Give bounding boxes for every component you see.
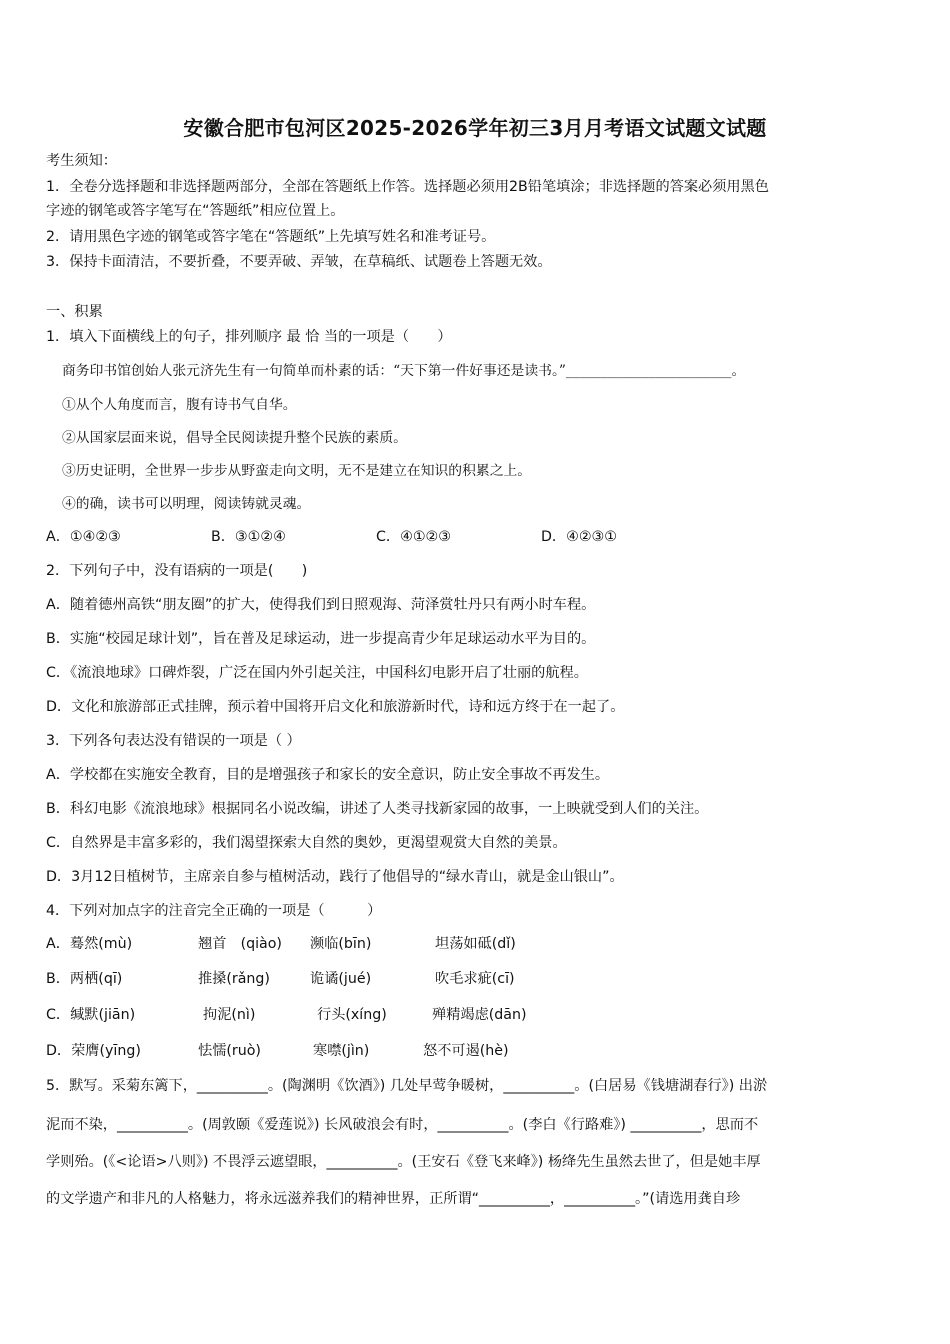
question-1-sentence: ②从国家层面来说，倡导全民阅读提升整个民族的素质。 bbox=[62, 430, 407, 446]
option-d[interactable]: D．3月12日植树节，主席亲自参与植树活动，践行了他倡导的“绿水青山，就是金山银山”。 bbox=[46, 869, 624, 885]
notice-item: 1．全卷分选择题和非选择题两部分，全部在答题纸上作答。选择题必须用2B铅笔填涂；非选择题的答案必须用黑色 bbox=[46, 179, 769, 195]
option-d[interactable]: D．文化和旅游部正式挂牌，预示着中国将开启文化和旅游新时代，诗和远方终于在一起了。 bbox=[46, 699, 625, 715]
question-1-stem: 1．填入下面横线上的句子，排列顺序 最 恰 当的一项是（ ） bbox=[46, 329, 452, 345]
option-c[interactable]: C．自然界是丰富多彩的，我们渴望探索大自然的奥妙，更渴望观赏大自然的美景。 bbox=[46, 835, 567, 851]
question-5-line: 泥而不染，__________。(周敦颐《爱莲说》) 长风破浪会有时，__________。(李白《行路难》) __________，思而不 bbox=[46, 1117, 759, 1133]
pinyin-item: 推搡(rǎng) bbox=[198, 971, 270, 987]
option-row[interactable] bbox=[46, 969, 515, 989]
option-a[interactable]: A．学校都在实施安全教育，目的是增强孩子和家长的安全意识，防止安全事故不再发生。 bbox=[46, 767, 610, 783]
pinyin-item: 翘首 (qiào) bbox=[198, 936, 282, 952]
pinyin-item: 拘泥(nì) bbox=[203, 1007, 256, 1023]
question-5-line: 5．默写。采菊东篱下，__________。(陶渊明《饮酒》) 几处早莺争暖树，__________。(白居易《钱塘湖春行》) 出淤 bbox=[46, 1078, 768, 1094]
pinyin-item: 濒临(bīn) bbox=[310, 936, 372, 952]
option-row[interactable] bbox=[46, 1005, 527, 1025]
pinyin-item: 吹毛求疵(cī) bbox=[435, 971, 515, 987]
option-row[interactable] bbox=[46, 1041, 509, 1061]
notice-heading: 考生须知： bbox=[46, 153, 117, 169]
option-b[interactable]: B．实施“校园足球计划”，旨在普及足球运动，进一步提高青少年足球运动水平为目的。 bbox=[46, 631, 596, 647]
option-a[interactable]: A．①④②③ bbox=[46, 529, 121, 545]
question-1-sentence: ③历史证明，全世界一步步从野蛮走向文明，无不是建立在知识的积累之上。 bbox=[62, 463, 532, 479]
pinyin-item: 行头(xíng) bbox=[317, 1007, 387, 1023]
question-1-options bbox=[46, 527, 617, 547]
notice-item: 字迹的钢笔或答字笔写在“答题纸”相应位置上。 bbox=[46, 203, 345, 219]
option-c[interactable]: C．④①②③ bbox=[376, 529, 451, 545]
question-1-passage: 商务印书馆创始人张元济先生有一句简单而朴素的话：“天下第一件好事还是读书。”________________________。 bbox=[62, 363, 746, 379]
question-1-sentence: ①从个人角度而言，腹有诗书气自华。 bbox=[62, 397, 297, 413]
option-a[interactable]: A．随着德州高铁“朋友圈”的扩大，使得我们到日照观海、菏泽赏牡丹只有两小时车程。 bbox=[46, 597, 596, 613]
option-c[interactable]: C．《流浪地球》口碑炸裂，广泛在国内外引起关注，中国科幻电影开启了壮丽的航程。 bbox=[46, 665, 588, 681]
pinyin-item: D．荣膺(yīng) bbox=[46, 1043, 141, 1059]
question-2-stem: 2．下列句子中，没有语病的一项是( ) bbox=[46, 563, 308, 579]
pinyin-item: A．蓦然(mù) bbox=[46, 936, 133, 952]
question-5-line: 的文学遗产和非凡的人格魅力，将永远滋养我们的精神世界，正所谓“__________，__________。”(请选用龚自珍 bbox=[46, 1191, 741, 1207]
pinyin-item: 坦荡如砥(dǐ) bbox=[435, 936, 516, 952]
pinyin-item: B．两栖(qī) bbox=[46, 971, 123, 987]
notice-item: 2．请用黑色字迹的钢笔或答字笔在“答题纸”上先填写姓名和准考证号。 bbox=[46, 229, 496, 245]
pinyin-item: 寒噤(jìn) bbox=[313, 1043, 370, 1059]
section-heading: 一、积累 bbox=[46, 304, 103, 320]
question-4-stem: 4．下列对加点字的注音完全正确的一项是（ ） bbox=[46, 903, 382, 919]
page-title: 安徽合肥市包河区2025-2026学年初三3月月考语文试题文试题 bbox=[183, 116, 767, 140]
pinyin-item: 殚精竭虑(dān) bbox=[432, 1007, 527, 1023]
option-b[interactable]: B．科幻电影《流浪地球》根据同名小说改编，讲述了人类寻找新家园的故事，一上映就受到人们的关注。 bbox=[46, 801, 709, 817]
question-5-line: 学则殆。(《<论语>八则》) 不畏浮云遮望眼，__________。(王安石《登飞来峰》) 杨绛先生虽然去世了，但是她丰厚 bbox=[46, 1154, 761, 1170]
pinyin-item: C．缄默(jiān) bbox=[46, 1007, 136, 1023]
pinyin-item: 怯懦(ruò) bbox=[198, 1043, 261, 1059]
pinyin-item: 诡谲(jué) bbox=[310, 971, 372, 987]
notice-item: 3．保持卡面清洁，不要折叠，不要弄破、弄皱，在草稿纸、试题卷上答题无效。 bbox=[46, 254, 552, 270]
question-1-sentence: ④的确，读书可以明理，阅读铸就灵魂。 bbox=[62, 496, 311, 512]
pinyin-item: 怒不可遏(hè) bbox=[423, 1043, 509, 1059]
option-row[interactable] bbox=[46, 934, 516, 954]
option-b[interactable]: B．③①②④ bbox=[211, 529, 286, 545]
question-3-stem: 3．下列各句表达没有错误的一项是（ ） bbox=[46, 733, 301, 749]
option-d[interactable]: D．④②③① bbox=[541, 529, 617, 545]
